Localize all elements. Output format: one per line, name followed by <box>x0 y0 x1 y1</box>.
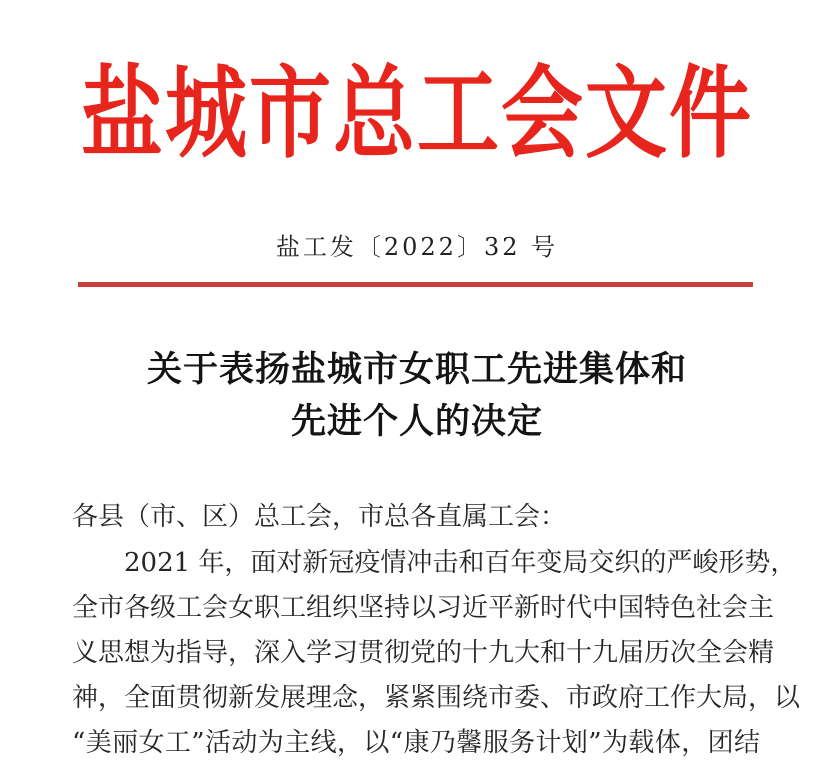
document-title-line1: 关于表扬盐城市女职工先进集体和 <box>146 349 687 390</box>
document-title <box>0 344 834 448</box>
document-title-line2: 先进个人的决定 <box>290 401 543 442</box>
document-header-title: 盐城市总工会文件 <box>80 55 753 173</box>
body-line-1: 2021 年，面对新冠疫情冲击和百年变局交织的严峻形势， <box>124 548 797 578</box>
salutation-line: 各县（市、区）总工会，市总各直属工会： <box>72 502 567 532</box>
body-line-3: 义思想为指导，深入学习贯彻党的十九大和十九届历次全会精 <box>72 638 775 668</box>
body-line-4: 神，全面贯彻新发展理念，紧紧围绕市委、市政府工作大局，以 <box>72 683 801 713</box>
document-number: 盐工发〔2022〕32 号 <box>275 233 559 261</box>
body-line-2: 全市各级工会女职工组织坚持以习近平新时代中国特色社会主 <box>72 593 775 623</box>
header-divider-rule <box>78 282 753 287</box>
document-body <box>72 541 801 760</box>
body-line-5: “美丽女工”活动为主线，以“康乃馨服务计划”为载体，团结 <box>72 728 760 758</box>
